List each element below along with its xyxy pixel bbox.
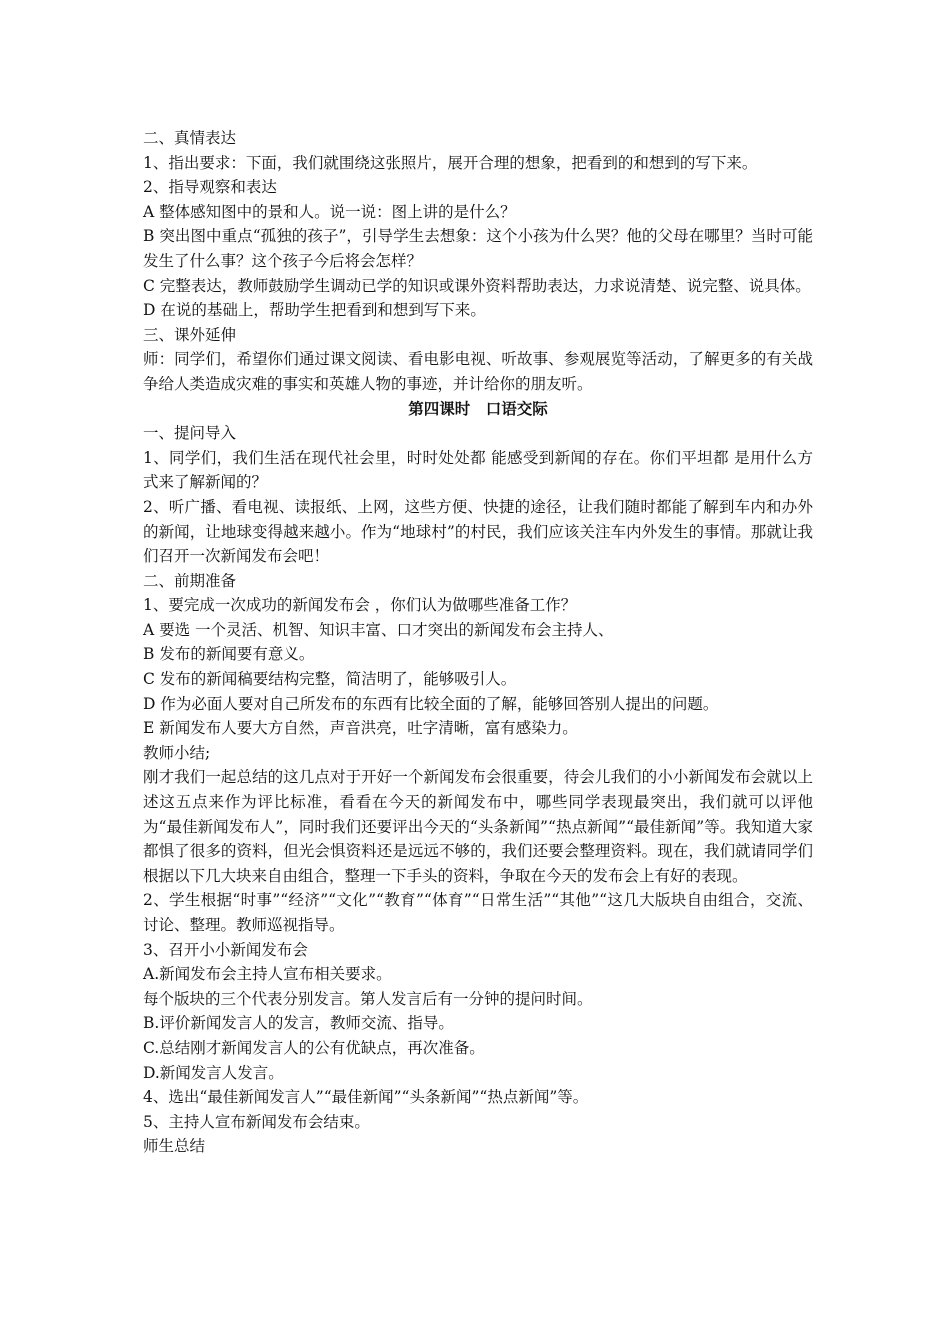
paragraph: D 在说的基础上，帮助学生把看到和想到写下来。 — [143, 301, 486, 320]
paragraph: 2、听广播、看电视、读报纸、上网，这些方便、快捷的途径，让我们随时都能了解到车内和办外的新闻，让地球变得越来越小。作为“地球村”的村民，我们应该关注车内外发生的事情。那就让我们召开一次新闻发布会吧！ — [143, 497, 813, 566]
paragraph: A.新闻发布会主持人宣布相关要求。 — [143, 965, 392, 984]
paragraph: 师生总结 — [143, 1137, 206, 1156]
section-heading-extension: 三、课外延伸 — [143, 325, 237, 344]
paragraph: D 作为必面人要对自己所发布的东西有比较全面的了解，能够回答别人提出的问题。 — [143, 694, 719, 713]
document-body — [143, 126, 813, 1159]
paragraph: 每个版块的三个代表分别发言。第人发言后有一分钟的提问时间。 — [143, 989, 593, 1008]
paragraph: 1、要完成一次成功的新闻发布会 ，你们认为做哪些准备工作？ — [143, 596, 577, 615]
paragraph: 1、同学们，我们生活在现代社会里，时时处处都 能感受到新闻的存在。你们平坦都 是用什么方式来了解新闻的？ — [143, 448, 813, 492]
paragraph: D.新闻发言人发言。 — [143, 1063, 284, 1082]
paragraph: B.评价新闻发言人的发言，教师交流、指导。 — [143, 1014, 454, 1033]
paragraph: C 发布的新闻稿要结构完整，简洁明了，能够吸引人。 — [143, 670, 517, 689]
paragraph: 师：同学们，希望你们通过课文阅读、看电影电视、听故事、参观展览等活动，了解更多的有关战争给人类造成灾难的事实和英雄人物的事迹，并计给你的朋友听。 — [143, 350, 813, 393]
lesson-title: 第四课时 口语交际 — [408, 399, 548, 418]
paragraph: C.总结刚才新闻发言人的公有优缺点，再次准备。 — [143, 1038, 485, 1057]
paragraph: B 突出图中重点“孤独的孩子”，引导学生去想象：这个小孩为什么哭？他的父母在哪里？当时可能发生了什么事？这个孩子今后将会怎样？ — [143, 227, 813, 270]
paragraph: 3、召开小小新闻发布会 — [143, 940, 308, 959]
section-heading-intro: 一、提问导入 — [143, 424, 237, 443]
paragraph: 教师小结; — [143, 743, 211, 762]
section-heading-preparation: 二、前期准备 — [143, 571, 237, 590]
section-heading-expression: 二、真情表达 — [143, 129, 237, 147]
paragraph: C 完整表达，教师鼓励学生调动已学的知识或课外资料帮助表达，力求说清楚、说完整、说具体。 — [143, 276, 811, 295]
paragraph: E 新闻发布人要大方自然，声音洪亮，吐字清晰，富有感染力。 — [143, 719, 578, 738]
paragraph: 4、选出“最佳新闻发言人”“最佳新闻”“头条新闻”“热点新闻”等。 — [143, 1088, 589, 1107]
paragraph: 刚才我们一起总结的这几点对于开好一个新闻发布会很重要，待会儿我们的小小新闻发布会就以上述这五点来作为评比标准，看看在今天的新闻发布中，哪些同学表现最突出，我们就可以评他为“最佳新闻发布人”，同时我们还要评出今天的“头条新闻”“热点新闻”“最佳新闻”等。我知道大家都惧了很多的资料，但光会惧资料还是远远不够的，我们还要会整理资料。现在，我们就请同学们根据以下几大块来自由组合，整理一下手头的资料，争取在今天的发布会上有好的表现。 — [143, 768, 813, 885]
paragraph: 2、指导观察和表达 — [143, 178, 277, 197]
paragraph: A 要选 一个灵活、机智、知识丰富、口才突出的新闻发布会主持人、 — [143, 620, 614, 639]
paragraph: 2、学生根据“时事”“经济”“文化”“教育”“体育”“日常生活”“其他”“这几大版块自由组合，交流、讨论、整理。教师巡视指导。 — [143, 891, 813, 934]
paragraph: A 整体感知图中的景和人。说一说：图上讲的是什么？ — [143, 202, 516, 221]
paragraph: B 发布的新闻要有意义。 — [143, 645, 315, 664]
paragraph: 1、指出要求：下面，我们就围绕这张照片，展开合理的想象，把看到的和想到的写下来。 — [143, 153, 758, 172]
paragraph: 5、主持人宣布新闻发布会结束。 — [143, 1112, 370, 1131]
